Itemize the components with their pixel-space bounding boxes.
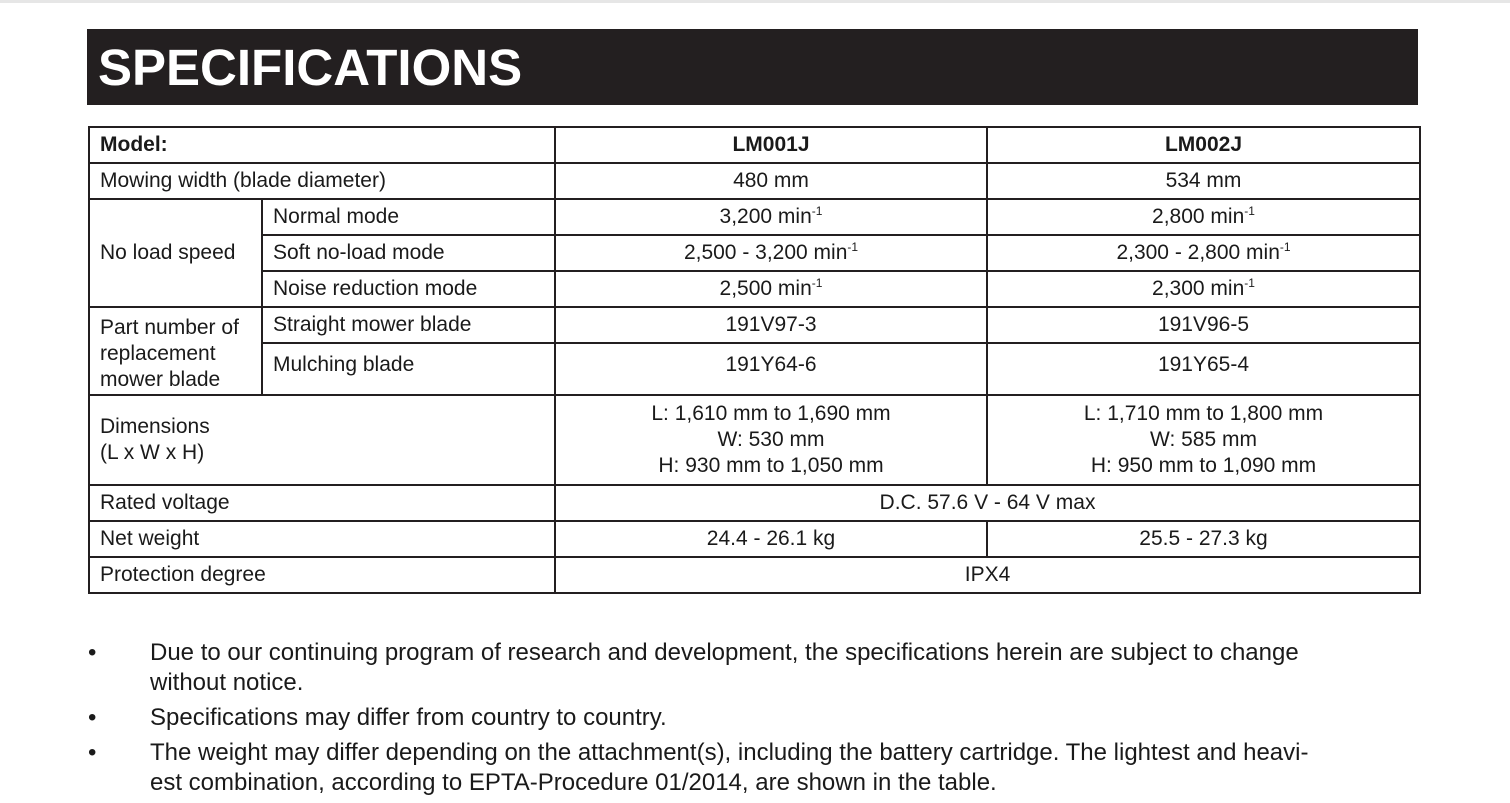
speed-noise-lm001j: 2,500 $\min^{-1}$ [555, 271, 987, 307]
model-label: Model: [89, 127, 555, 163]
net-weight-lm002j: 25.5 - 27.3 kg [987, 521, 1420, 557]
model-lm001j: LM001J [555, 127, 987, 163]
no-load-speed-label: No load speed [89, 199, 262, 307]
speed-normal-lm002j: 2,800 $\min^{-1}$ [987, 199, 1420, 235]
table-row-speed-normal [89, 199, 1420, 235]
speed-mode-noise: Noise reduction mode [262, 271, 555, 307]
blade-mulching-lm002j: 191Y65-4 [987, 343, 1420, 395]
table-row-speed-noise [89, 271, 1420, 307]
blade-type-straight: Straight mower blade [262, 307, 555, 343]
mowing-width-label: Mowing width (blade diameter) [89, 163, 555, 199]
net-weight-label: Net weight [89, 521, 555, 557]
table-row-protection [89, 557, 1420, 593]
mowing-width-lm002j: 534 mm [987, 163, 1420, 199]
blade-type-mulching: Mulching blade [262, 343, 555, 395]
bullet-icon: • [88, 639, 97, 666]
bullet-icon: • [88, 704, 97, 731]
protection-value: IPX4 [555, 557, 1420, 593]
protection-label: Protection degree [89, 557, 555, 593]
table-row-net-weight [89, 521, 1420, 557]
specifications-table [88, 126, 1421, 594]
dimensions-label: Dimensions (L x W x H) [89, 395, 555, 485]
table-row-blade-mulching [89, 343, 1420, 395]
table-row-speed-soft [89, 235, 1420, 271]
speed-mode-soft: Soft no-load mode [262, 235, 555, 271]
rated-voltage-value: D.C. 57.6 V - 64 V max [555, 485, 1420, 521]
dimensions-lm001j: L: 1,610 mm to 1,690 mm W: 530 mm H: 930 mm to 1,050 mm [555, 395, 987, 485]
note-item: • Specifications may differ from country to country. [88, 704, 667, 731]
blade-straight-lm001j: 191V97-3 [555, 307, 987, 343]
speed-soft-lm002j: 2,300 - 2,800 $\min^{-1}$ [987, 235, 1420, 271]
model-lm002j: LM002J [987, 127, 1420, 163]
table-row-blade-straight [89, 307, 1420, 343]
speed-noise-lm002j: 2,300 $\min^{-1}$ [987, 271, 1420, 307]
rated-voltage-label: Rated voltage [89, 485, 555, 521]
page-title: SPECIFICATIONS [98, 39, 523, 96]
note-item: • Due to our continuing program of research and development, the specifications herein are subject to change without notice. [88, 639, 1299, 696]
dimensions-lm002j: L: 1,710 mm to 1,800 mm W: 585 mm H: 950 mm to 1,090 mm [987, 395, 1420, 485]
table-row-rated-voltage [89, 485, 1420, 521]
bullet-icon: • [88, 739, 97, 766]
page-top-border [0, 0, 1510, 3]
section-banner [87, 29, 1418, 105]
table-row-model [89, 127, 1420, 163]
table-row-dimensions [89, 395, 1420, 485]
note-item: • The weight may differ depending on the attachment(s), including the battery cartridge. The lightest and heavi- est combination, according to EPTA-Procedure 01/2014, are shown in the table. [88, 739, 1309, 796]
blade-label: Part number of replacement mower blade [89, 307, 262, 395]
blade-straight-lm002j: 191V96-5 [987, 307, 1420, 343]
net-weight-lm001j: 24.4 - 26.1 kg [555, 521, 987, 557]
speed-normal-lm001j: 3,200 $\min^{-1}$ [555, 199, 987, 235]
table-row-mowing-width [89, 163, 1420, 199]
mowing-width-lm001j: 480 mm [555, 163, 987, 199]
notes-list [88, 638, 1418, 803]
blade-mulching-lm001j: 191Y64-6 [555, 343, 987, 395]
speed-mode-normal: Normal mode [262, 199, 555, 235]
speed-soft-lm001j: 2,500 - 3,200 $\min^{-1}$ [555, 235, 987, 271]
